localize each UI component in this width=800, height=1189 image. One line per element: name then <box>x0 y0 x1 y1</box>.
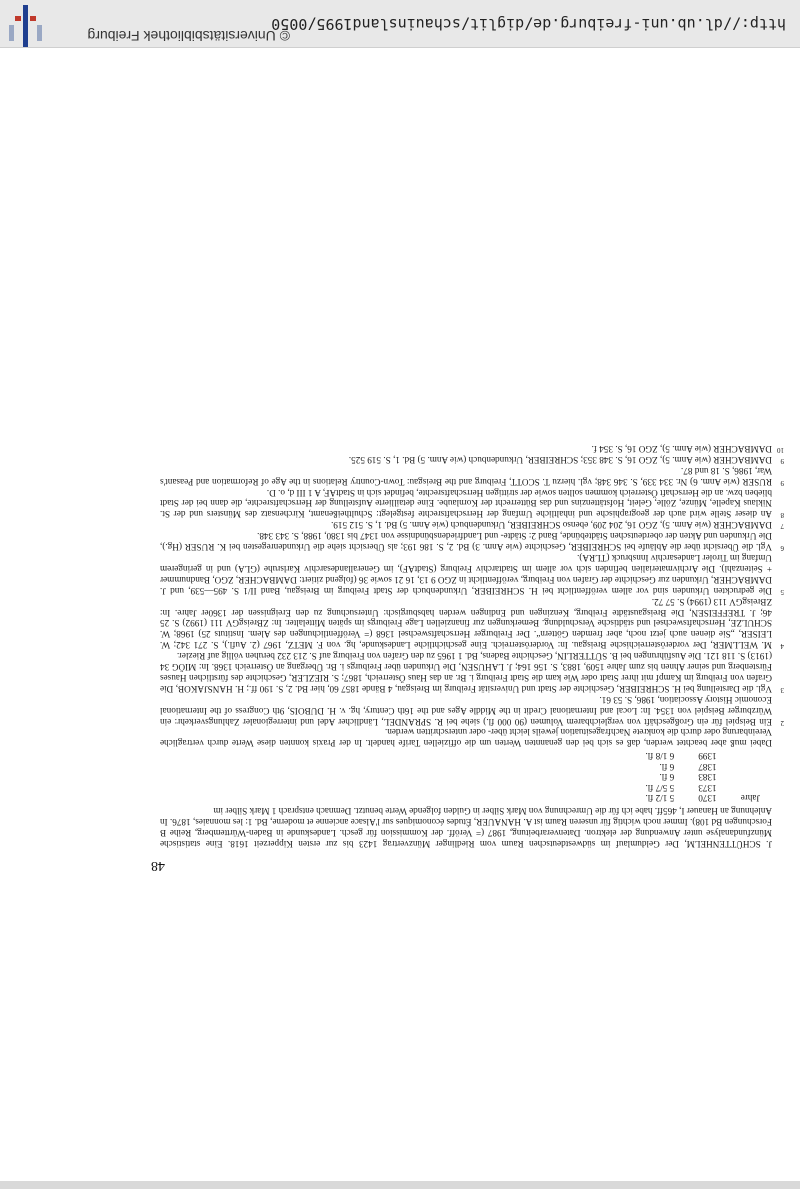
table-cell: 1387 <box>698 761 717 772</box>
footer-url[interactable]: http://dl.ub.uni-freiburg.de/diglit/schauinsland1995/0050 <box>271 15 786 33</box>
footnote-text: M. WELLMER, Der vorderösterreichische Breisgau. In: Vorderösterreich. Eine geschichtliche Landeskunde, hg. von F. METZ, 1967 (2. Aufl.), S. 271 342; W. LEISER, „Sie dienen auch jetzt noch, aber fremden Göttern“. Der Freiburger Herrschaftswechsel 1368 (= Veröffentlichungen des Alem. Instituts 25) 1968; W. SCHULZE, Herrschaftswechsel und städtische Verschuldung. Bemerkungen zur finanziellen Lage Freiburgs im späten Mittelalter. In: ZBreisgGV 111 (1992) S. 25 46; J. TREFFEISEN, Die Breisgaustädte Freiburg, Kenzingen und Endingen werden habsburgisch: Untersuchung zu den Ereignissen der 1360er Jahre. In: ZBreisgGV 113 (1994) S. 57 72. <box>160 596 772 651</box>
page-number: 48 <box>151 858 165 873</box>
footnote-5 <box>160 552 784 596</box>
table-cell: 1383 <box>698 772 717 783</box>
table-cell: 1399 <box>698 751 717 761</box>
footnote-number: 6 <box>780 544 784 553</box>
footer-copyright: © Universitätsbibliothek Freiburg <box>87 28 290 44</box>
scanned-page <box>0 48 800 1181</box>
footnote-8 <box>160 487 784 520</box>
footer-bar <box>0 0 800 48</box>
footnotes <box>160 443 784 849</box>
table-cell <box>717 750 760 761</box>
footnote-text: DAMBACHER (wie Anm. 5), ZGO 16, S. 348 353; SCHREIBER, Urkundenbuch (wie Anm. 5) Bd. 1, S. 519 525. <box>348 454 772 465</box>
footnote-text: Die gedruckten Urkunden sind vor allem veröffentlicht bei H. SCHREIBER, Urkundenbuch der Stadt Freiburg im Breisgau, Band II/1 S. 495—539, und J. DAMBACHER, Urkunden zur Geschichte der Grafen von Freiburg, veröffentlicht in ZGO 9 13, 16 21 sowie 36 (folgend zitiert: DAMBACHER, ZGO, Bandnummer + Seitenzahl). Die Archivmaterialien befinden sich vor allem im Stadtarchiv Freiburg (StadtAF), im Generallandesarchiv Karlsruhe (GLA) und in geringerem Umfang im Tiroler Landesarchiv Innsbruck (TLRA). <box>160 553 772 596</box>
table-cell: 6 fl. <box>659 761 675 772</box>
table-row <box>621 772 760 783</box>
footnote-4 <box>160 596 784 651</box>
footnote-number: 7 <box>780 522 784 531</box>
footnote-text: DAMBACHER (wie Anm. 5), ZGO 16, 204 209, ebenso SCHREIBER, Urkundenbuch (wie Anm. 5) Bd. 1, S. 512 519. <box>331 520 772 531</box>
footnote-text: Vgl. die Darstellung bei H. SCHREIBER, Geschichte der Stadt und Universität Freiburg im Breisgau, 4 Bände 1857 60, hier Bd. 2, S. 190 ff.; H. HANSJAKOB, Die Grafen von Freiburg im Kampf mit ihrer Stadt oder Wie kam die Stadt Freiburg i. Br. an das Haus Österreich, 1867; S. RIEZLER, Geschichte des fürstlichen Hauses Fürstenberg und seiner Ahnen bis zum Jahre 1509, 1883, S. 156 164; J. LAHUSEN, Die Urkunden über Freiburgs i. Br. Übergang an Österreich 1368. In: MIÖG 34 (1913) S. 118 121. Die Ausführungen bei B. SÜTTERLIN, Geschichte Badens, Bd. 1 1965 zu den Grafen von Freiburg auf S. 213 232 beruhen völlig auf Riezler. <box>160 651 772 694</box>
table-cell <box>717 772 760 783</box>
footnote-text: RUSER (wie Anm. 6) Nr. 334 339, S. 346 348; vgl. hierzu T. SCOTT, Freiburg and the Breisgau: Town-Country Relations in the Age of Reformation and Peasant's War, 1986, S. 18 und 87. <box>160 465 772 487</box>
table-cell: 5 1/2 fl. <box>645 793 675 804</box>
footnote-number: 4 <box>780 642 784 651</box>
footnote-10 <box>160 443 784 454</box>
footnote-number: 9 <box>780 456 784 465</box>
footnote-number: 2 <box>780 718 784 727</box>
table-cell: 6 1/8 fl. <box>645 751 675 761</box>
table-cell: Jahre <box>740 793 760 804</box>
footnote-text: DAMBACHER (wie Anm. 5), ZGO 16, S. 354 f. <box>591 443 772 454</box>
footnote-9b <box>160 454 784 465</box>
table-row <box>621 782 760 793</box>
footnote-7 <box>160 519 784 531</box>
footnote-number: 8 <box>780 511 784 520</box>
footnote-number: 9 <box>780 478 784 487</box>
footnote-9 <box>160 465 784 487</box>
footnote-number: 5 <box>780 587 784 596</box>
footnote-3 <box>160 650 784 694</box>
footnote-1-outro: Dabei muß aber beachtet werden, daß es sich bei den genannten Werten um die offiziellen Tarife handelt. In der Praxis konnten diese Werte durch vertragliche Vereinbarung oder durch die konkrete Nachfragesituation jeweils leicht über- oder unterschritten werden. <box>160 727 772 749</box>
table-cell <box>717 782 760 793</box>
table-row <box>621 793 760 804</box>
footnote-1 <box>160 727 772 849</box>
footnote-6 <box>160 530 784 553</box>
footnote-2 <box>160 694 784 727</box>
footnote-text: Vgl. die Übersicht über die Abläufe bei SCHREIBER, Geschichte (wie Anm. 3) Bd. 2, S. 186 193; als Übersicht siehe die Urkundenregesten bei K. RUSER (Hg.), Die Urkunden und Akten der oberdeutschen Städtebünde, Band 2: Städte- und Landfriedensbündnisse von 1347 bis 1380, 1988, S. 343 348. <box>160 531 772 553</box>
table-cell: 1373 <box>698 782 717 793</box>
table-cell <box>717 761 760 772</box>
table-row <box>621 761 760 772</box>
footnote-text: Ein Beispiel für ein Großgeschäft von vergleichbarem Volumen (90 000 fl.) siehe bei R. SPRANDEL, Ländlicher Adel und interregionaler Zahlungsverkehr: ein Würzburger Beispiel von 1354. In: Local and International Credit in the Middle Ages and the 16th Century, hg. v. H. DUBOIS, 9th Congress of the International Economic History Association, 1986, S. 53 61. <box>160 694 772 727</box>
silver-rate-table <box>621 750 760 803</box>
table-cell: 1370 <box>698 793 717 804</box>
footnote-1-intro: J. SCHÜTTENHELM, Der Geldumlauf im südwestdeutschen Raum vom Riedlinger Münzvertrag 1423 bis zur ersten Kipperzeit 1618. Eine statistische Münzfundanalyse unter Anwendung der elektron. Datenverarbeitung, 1987 (= Veröff. der Kommission für gesch. Landeskunde in Baden-Württemberg, Reihe B Forschungen Bd 108). Immer noch wichtig für unseren Raum ist A. HANAUER, Études économiques sur l'Alsace ancienne et moderne, Bd. 1: les monnaies, 1876. In Anlehnung an Hanauer I, 465ff. habe ich für die Umrechnung von Mark Silber in Gulden folgende Werte benutzt. Demnach entsprach 1 Mark Silber im <box>160 806 772 849</box>
footnote-text: An dieser Stelle wird auch der geographische und inhaltliche Umfang der Herrschaftsrechte festgelegt: Schultheißenamt, Kirchensatz des Münsters und der St. Niklaus Kapelle, Münze, Zölle, Geleit, Hofstättenzins und das Bütterrecht der Kornlaube. Eine detaillierte Aufstellung der Herrschaftsrechte, die dann bei der Stadt blieben bzw. an die Herrschaft Österreich kommen sollten sowie der strittigen Herrschaftsrechte, befindet sich in StadtAF, A 1 III d, o. D. <box>160 487 772 520</box>
table-cell: 5 5/7 fl. <box>645 782 675 793</box>
footnote-number: 10 <box>777 445 784 454</box>
table-cell: 6 fl. <box>659 772 675 783</box>
uni-freiburg-logo-icon <box>4 5 48 47</box>
top-gray-strip <box>0 1181 800 1189</box>
footnote-number: 3 <box>780 685 784 694</box>
table-row <box>621 750 760 761</box>
